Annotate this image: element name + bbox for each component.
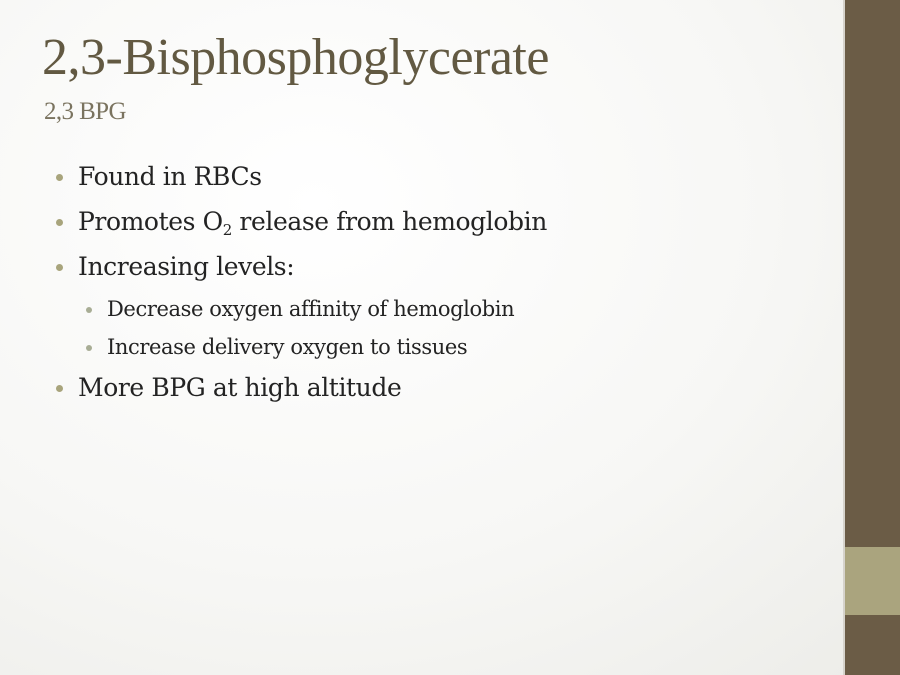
decorative-sidebar-accent — [845, 547, 900, 615]
bullet-dot-icon — [86, 307, 92, 313]
bullet-list — [50, 157, 547, 413]
bullet-text: Increasing levels: — [78, 252, 295, 281]
bullet-item — [50, 202, 547, 247]
slide-subtitle: 2,3 BPG — [44, 98, 126, 125]
bullet-subscript: 2 — [222, 221, 232, 240]
bullet-text: Increase delivery oxygen to tissues — [107, 335, 468, 359]
sub-bullet-item — [50, 292, 547, 330]
bullet-item — [50, 157, 547, 202]
slide-title: 2,3-Bisphosphoglycerate — [42, 29, 549, 86]
bullet-item — [50, 368, 547, 413]
bullet-text-suffix: release from hemoglobin — [231, 207, 547, 236]
bullet-text-prefix: Promotes O — [78, 207, 223, 236]
bullet-text: Found in RBCs — [78, 162, 262, 191]
bullet-dot-icon — [56, 264, 63, 271]
bullet-dot-icon — [56, 385, 63, 392]
sub-bullet-item — [50, 330, 547, 368]
bullet-text: Decrease oxygen affinity of hemoglobin — [107, 297, 515, 321]
bullet-dot-icon — [56, 219, 63, 226]
bullet-text: More BPG at high altitude — [78, 373, 402, 402]
bullet-dot-icon — [56, 174, 63, 181]
bullet-item — [50, 247, 547, 292]
bullet-dot-icon — [86, 345, 92, 351]
